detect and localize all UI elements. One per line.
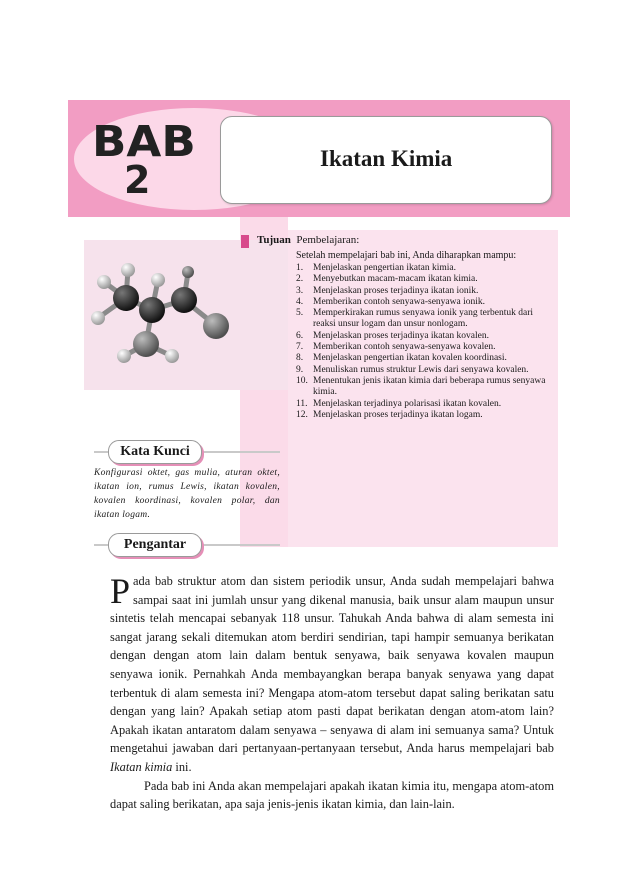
carbon-atom [133, 331, 159, 357]
paragraph-end: ini. [172, 759, 192, 774]
objectives-heading [257, 233, 359, 247]
objective-item: 2. Menyebutkan macam-macam ikatan kimia. [296, 274, 478, 285]
objective-item: 6. Menjelaskan proses terjadinya ikatan kovalen. [296, 330, 489, 341]
objective-item: 3. Menjelaskan proses terjadinya ikatan ionik. [296, 285, 479, 296]
chapter-reference: Ikatan kimia [110, 759, 173, 774]
objective-item: 11. Menjelaskan terjadinya polarisasi ikatan kovalen. [296, 398, 502, 409]
hydrogen-atom [151, 273, 165, 287]
objectives-heading-colon: : [356, 234, 360, 246]
objectives-list [296, 263, 554, 421]
paragraph: Pada bab ini Anda akan mempelajari apakah ikatan kimia itu, mengapa atom-atom dapat saling berikatan, apa saja jenis-jenis ikatan kimia, dan lain-lain. [110, 778, 554, 812]
objective-item: 1. Menjelaskan pengertian ikatan kimia. [296, 263, 456, 273]
objective-item: 4. Memberikan contoh senyawa-senyawa ionik. [296, 296, 486, 307]
objective-item: 9. Menuliskan rumus struktur Lewis dari senyawa kovalen. [296, 364, 529, 375]
hydrogen-atom [97, 275, 111, 289]
objectives-heading-word-b: Pembelajaran [296, 234, 357, 246]
hydrogen-atom [165, 349, 179, 363]
objective-item: 5. Memperkirakan rumus senyawa ionik yang terbentuk dari reaksi unsur logam dan unsur nonlogam. [296, 308, 534, 330]
keywords-title: Kata Kunci [120, 444, 190, 459]
oxygen-atom [203, 313, 229, 339]
paragraph [110, 572, 554, 777]
objective-item: 10. Menentukan jenis ikatan kimia dari beberapa rumus senyawa kimia. [296, 375, 546, 398]
hydrogen-atom [91, 311, 105, 325]
carbon-atom [113, 285, 139, 311]
chapter-title: Ikatan Kimia [320, 146, 453, 171]
carbon-atom [139, 297, 165, 323]
introduction-body [110, 572, 554, 814]
objectives-intro: Setelah mempelajari bab ini, Anda diharapkan mampu: [296, 250, 517, 261]
objectives-heading-word-a: Tujuan [257, 234, 291, 246]
molecule-model-illustration [84, 252, 254, 382]
objective-item: 7. Memberikan contoh senyawa-senyawa kovalen. [296, 342, 496, 353]
introduction-title: Pengantar [123, 537, 187, 552]
keywords-text: Konfigurasi oktet, gas mulia, aturan oktet, ikatan ion, rumus Lewis, ikatan kovalen, kovalen koordinasi, kovalen polar, dan ikatan logam. [94, 468, 280, 520]
oxygen-atom [182, 266, 194, 278]
carbon-atom [171, 287, 197, 313]
hydrogen-atom [121, 263, 135, 277]
objective-item: 12. Menjelaskan proses terjadinya ikatan logam. [296, 409, 483, 420]
objectives-marker [241, 235, 249, 248]
paragraph-text: ada bab struktur atom dan sistem periodik unsur, Anda sudah mempelajari bahwa sampai saat ini jumlah unsur yang dikenal manusia, baik unsur alam maupun unsur sintetis telah mencapai sebanyak 118 unsur. Tahukah Anda bahwa di alam semesta ini sangat jarang sekali ditemukan atom berdiri sendirian, tapi hampir semuanya berikatan dengan dengan atom lain dalam bentuk senyawa, baik senyawa kovalen maupun senyawa ionik. Pernahkah Anda membayangkan berapa banyak senyawa yang dapat terbentuk di alam semesta ini? Mengapa atom-atom tersebut dapat saling berikatan satu dengan yang lain? Apakah setiap atom pasti dapat berikatan dengan atom-atom lain? Apakah ikatan antaratom dalam senyawa – senyawa di alam ini semuanya sama? Untuk mengetahui jawaban dari pertanyaan-pertanyaan tersebut, Anda harus mempelajari bab [110, 574, 554, 756]
objective-item: 8. Menjelaskan pengertian ikatan kovalen koordinasi. [296, 353, 507, 364]
bab-label: BAB [92, 117, 196, 167]
hydrogen-atom [117, 349, 131, 363]
drop-cap: P [110, 571, 131, 611]
chapter-number: 2 [124, 158, 151, 202]
